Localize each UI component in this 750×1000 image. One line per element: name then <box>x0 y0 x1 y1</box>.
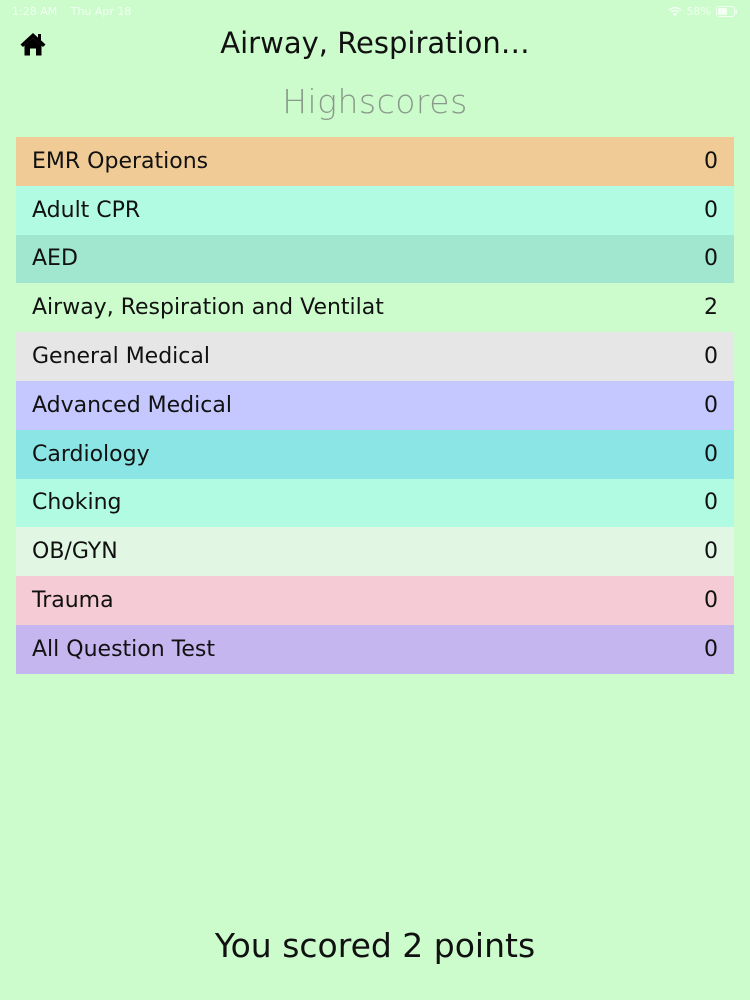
score-category-label: Airway, Respiration and Ventilat <box>32 295 384 321</box>
score-row[interactable] <box>16 381 734 430</box>
status-bar <box>0 0 750 22</box>
nav-title: Airway, Respiration… <box>220 26 530 60</box>
score-category-label: Trauma <box>32 588 114 614</box>
score-row[interactable] <box>16 625 734 674</box>
score-category-label: AED <box>32 246 78 272</box>
score-row[interactable] <box>16 479 734 528</box>
score-value: 0 <box>704 392 718 418</box>
score-value: 0 <box>704 344 718 370</box>
score-value: 0 <box>704 246 718 272</box>
score-row[interactable] <box>16 186 734 235</box>
score-value: 0 <box>704 490 718 516</box>
score-category-label: Cardiology <box>32 441 150 467</box>
score-value: 2 <box>704 295 718 321</box>
status-time: 1:28 AM <box>12 4 58 18</box>
highscores-list <box>16 137 734 674</box>
score-row[interactable] <box>16 527 734 576</box>
score-row[interactable] <box>16 235 734 284</box>
status-date: Thu Apr 18 <box>70 4 132 18</box>
score-category-label: General Medical <box>32 344 210 370</box>
score-category-label: EMR Operations <box>32 148 209 174</box>
score-row[interactable] <box>16 332 734 381</box>
score-category-label: Choking <box>32 490 122 516</box>
score-value: 0 <box>704 148 718 174</box>
score-value: 0 <box>704 441 718 467</box>
score-value: 0 <box>704 636 718 662</box>
battery-icon <box>716 6 738 17</box>
status-left <box>12 5 141 18</box>
score-category-label: OB/GYN <box>32 539 118 565</box>
score-summary: You scored 2 points <box>214 926 536 965</box>
score-value: 0 <box>704 588 718 614</box>
wifi-icon <box>668 6 682 17</box>
score-row[interactable] <box>16 283 734 332</box>
score-value: 0 <box>704 539 718 565</box>
score-category-label: All Question Test <box>32 636 215 662</box>
score-value: 0 <box>704 197 718 223</box>
score-category-label: Adult CPR <box>32 197 141 223</box>
nav-bar <box>0 22 750 68</box>
score-row[interactable] <box>16 576 734 625</box>
highscores-title: Highscores <box>282 82 468 121</box>
status-right <box>668 5 738 18</box>
score-category-label: Advanced Medical <box>32 392 232 418</box>
battery-percent: 58% <box>686 4 711 18</box>
score-row[interactable] <box>16 137 734 186</box>
score-row[interactable] <box>16 430 734 479</box>
